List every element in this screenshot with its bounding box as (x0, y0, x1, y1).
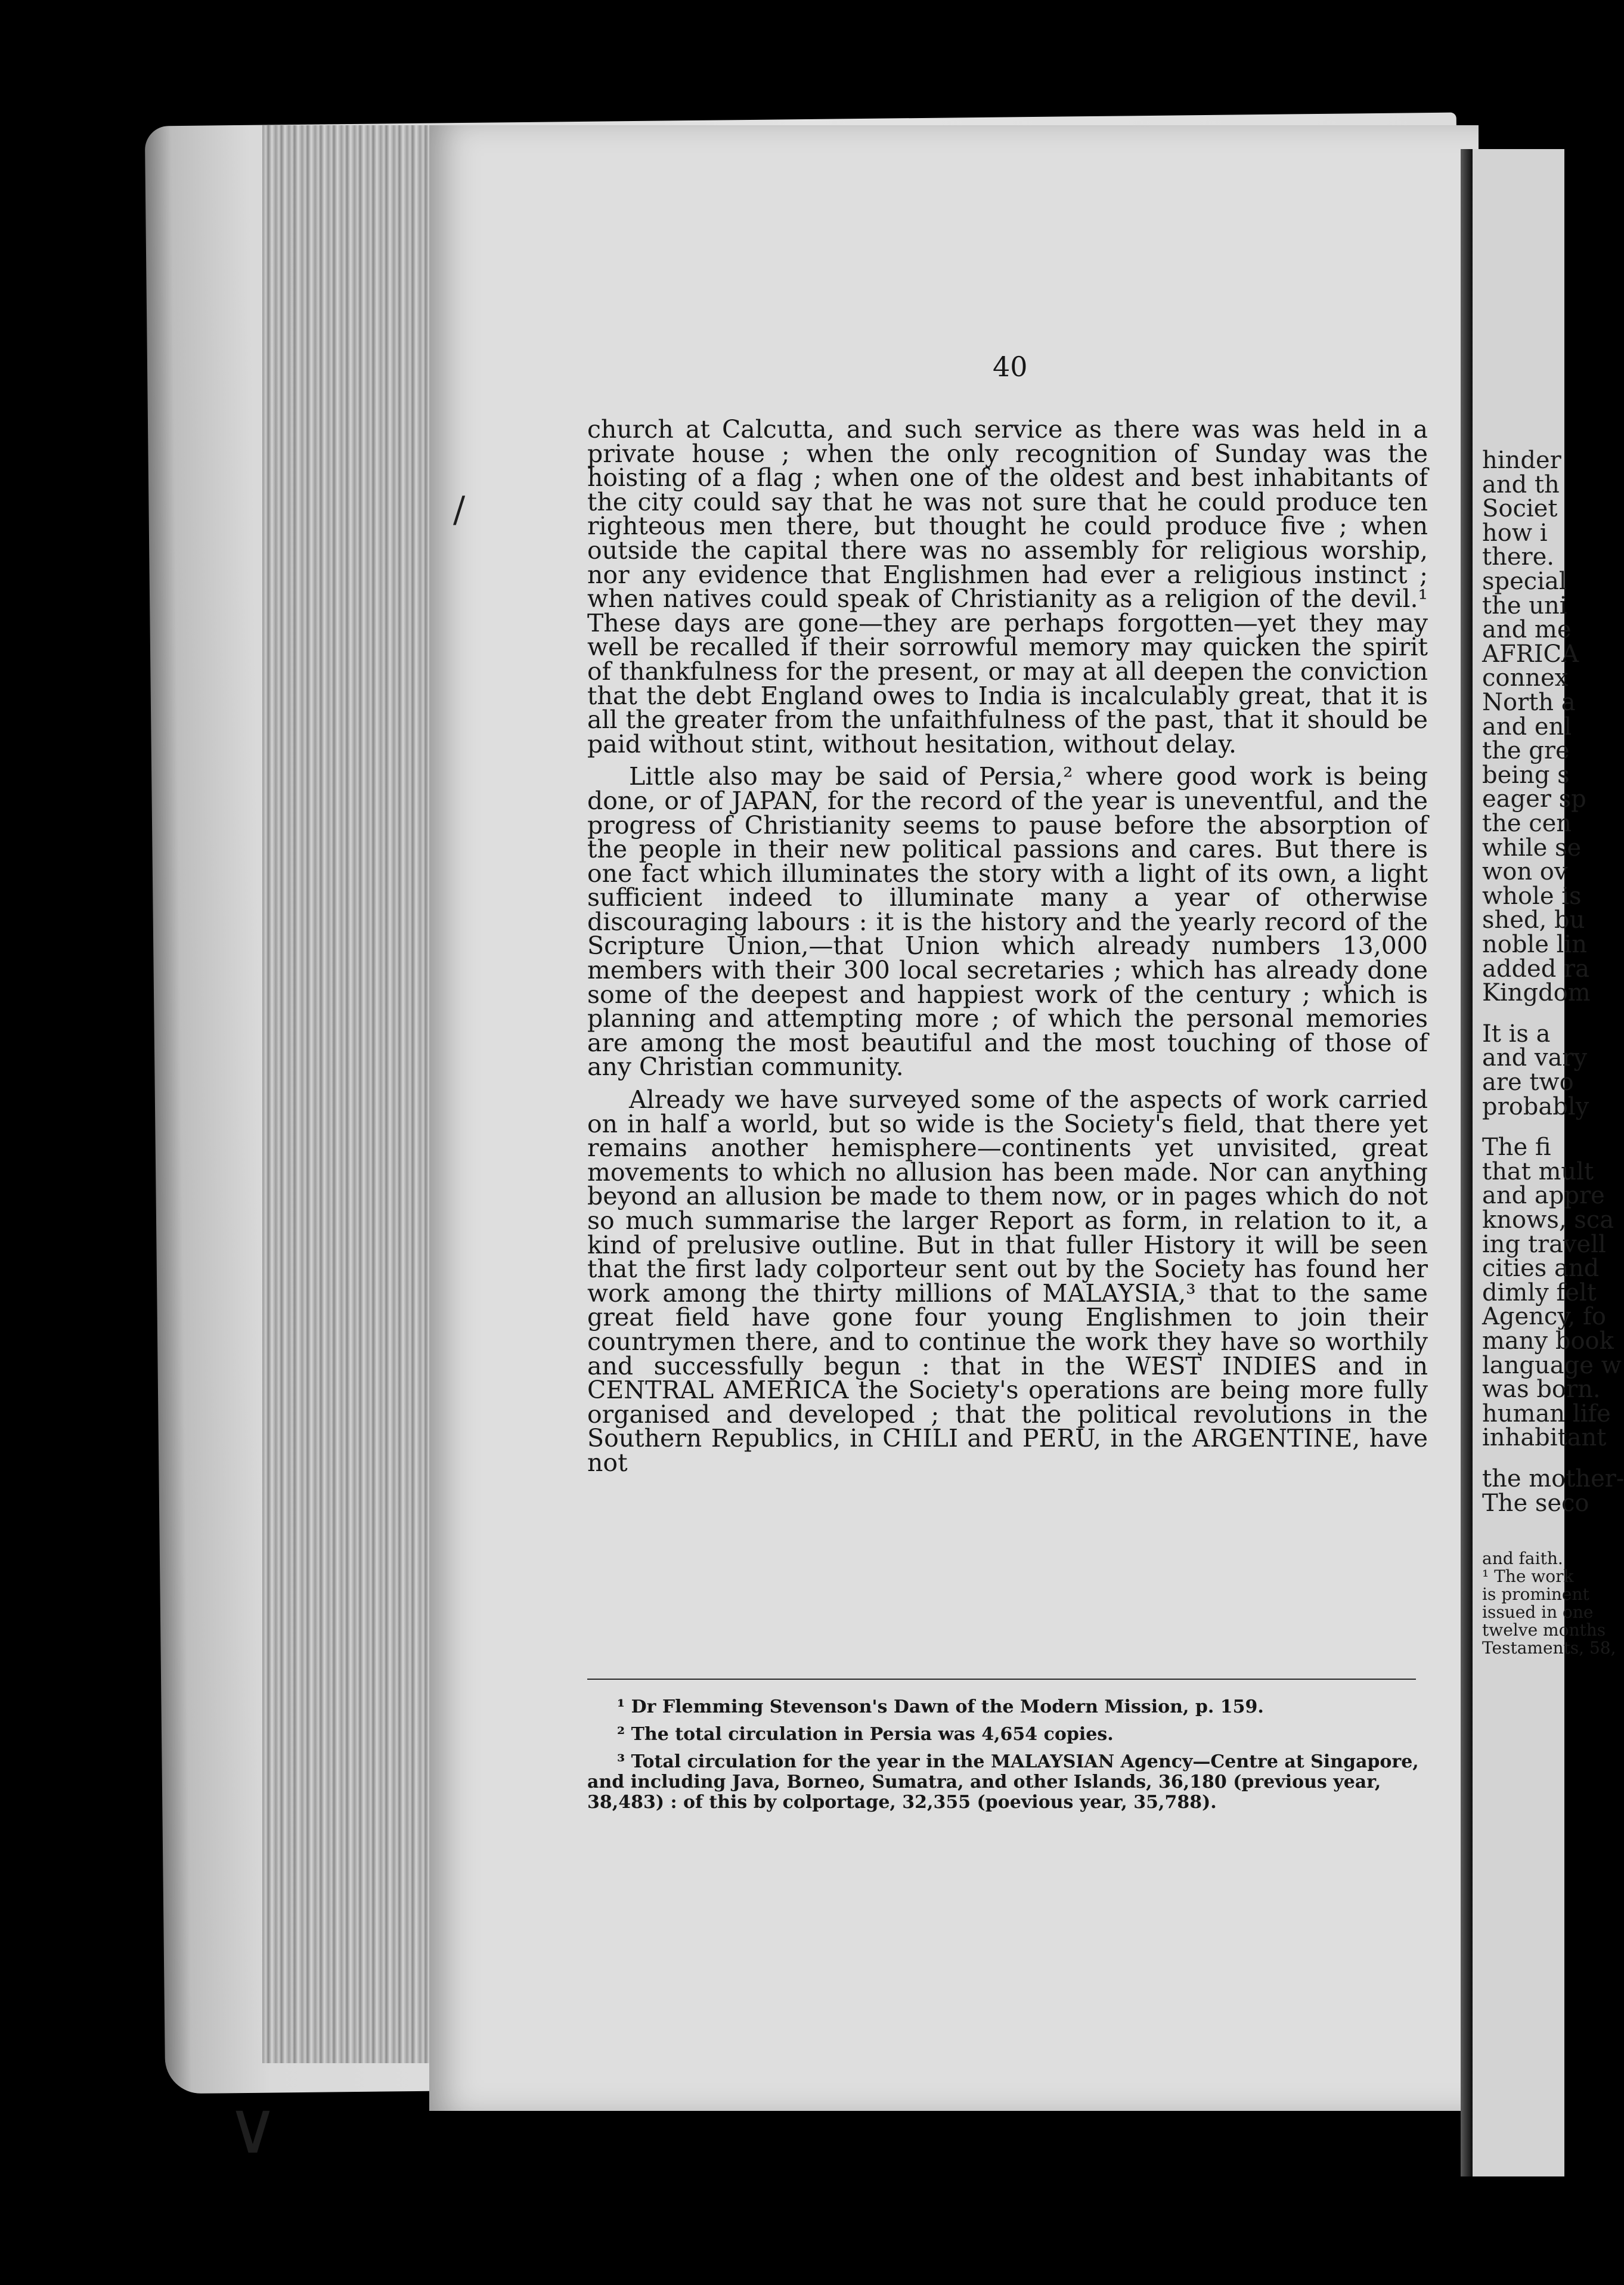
pencil-mark: ∨ (227, 2087, 279, 2170)
right-page-line: Testaments, 58, (1482, 1638, 1616, 1658)
footnote: ² The total circulation in Persia was 4,654 copies. (617, 1724, 1114, 1745)
footnote-rule (587, 1679, 1416, 1680)
right-page-line: whole is (1482, 882, 1582, 910)
right-page-line: and me (1482, 616, 1572, 644)
right-page-line: are two (1482, 1069, 1574, 1096)
right-page-line: Agency, fo (1482, 1303, 1606, 1331)
right-page-line: the mother- (1482, 1465, 1624, 1493)
right-page-line: how i (1482, 519, 1548, 547)
page-number: 40 (993, 351, 1028, 383)
right-page-line: The seco (1482, 1489, 1589, 1517)
body-text (587, 417, 1428, 1475)
right-page-line: while se (1482, 834, 1582, 862)
right-page-line: there. (1482, 543, 1555, 571)
right-page-line: The fi (1482, 1134, 1551, 1162)
footnote: ¹ Dr Flemming Stevenson's Dawn of the Modern Mission, p. 159. (617, 1696, 1264, 1717)
right-page-line: the cen (1482, 810, 1572, 837)
page-edges (262, 125, 441, 2063)
right-page-line: is prominent (1482, 1584, 1589, 1605)
right-page-line: eager sp (1482, 785, 1586, 813)
right-page-line: being s (1482, 761, 1570, 789)
right-page-line: Kingdom (1482, 979, 1591, 1007)
footnote: ³ Total circulation for the year in the MALAYSIAN Agency—Centre at Singapore, and including Java, Borneo, Sumatra, and other Islands, 36,180 (previous year, 38,483) : of this by colportage, 32,355 (poevious year, 35,788). (587, 1751, 1419, 1813)
right-page-line: AFRICA (1482, 640, 1579, 668)
right-page-line: was born. (1482, 1376, 1601, 1404)
right-page-line: and appre (1482, 1182, 1605, 1210)
right-page-line: and th (1482, 470, 1560, 499)
footnotes (587, 1697, 1422, 1820)
right-page-line: hinder (1482, 447, 1561, 474)
right-page-line: noble lin (1482, 931, 1587, 958)
right-page-line: dimly felt (1482, 1278, 1597, 1306)
right-page-line: won ov (1482, 858, 1568, 886)
paragraph: Little also may be said of Persia,² where good work is being done, or of JAPAN, for the record of the year is uneventful, and the progress of Christianity seems to pause before the absorption of the people in their new political passions and cares. But there is one fact which illuminates the story with a light of its own, a light sufficient indeed to illuminate many a year of otherwise discouraging labours : it is the history and the yearly record of the Scripture Union,—that Union which already numbers 13,000 members with their 300 local secretaries ; which has already done some of the deepest and happiest work of the century ; which is planning and attempting more ; of which the personal memories are among the most beautiful and the most touching of those of any Christian community. (587, 762, 1428, 1082)
right-page-line: added ra (1482, 955, 1590, 983)
paragraph: Already we have surveyed some of the aspects of work carried on in half a world, but so wide is the Society's field, that there yet remains another hemisphere—continents yet unvisited, great movements to which no allusion has been made. Nor can anything beyond an allusion be made to them now, or in pages which do not so much summarise the larger Report as form, in relation to it, a kind of prelusive outline. But in that fuller History it will be seen that the first lady colporteur sent out by the Society has found her work among the thirty millions of MALAYSIA,³ that to the same great field have gone four young Englishmen to join their countrymen there, and to continue the work they have so worthily and successfully begun : that in the WEST INDIES and in CENTRAL AMERICA the Society's operations are being more fully organised and developed ; that the political revolutions in the Southern Republics, in CHILI and PERU, in the ARGENTINE, have not (587, 1085, 1428, 1477)
right-page-line: shed, bu (1482, 906, 1585, 934)
right-page-line: knows, sca (1482, 1206, 1614, 1234)
right-page-line: connex (1482, 664, 1569, 692)
right-page-line: It is a (1482, 1020, 1551, 1048)
right-page-line: probably (1482, 1092, 1589, 1120)
right-page-line: and vary (1482, 1044, 1588, 1072)
right-page-line: language w (1482, 1351, 1622, 1379)
right-page-line: human life (1482, 1400, 1611, 1428)
right-page-line: ¹ The work (1482, 1566, 1574, 1587)
pencil-mark: / (453, 489, 466, 531)
right-page-line: ing travell (1482, 1230, 1606, 1258)
right-page-line: and faith. (1482, 1549, 1563, 1569)
right-page-line: many book (1482, 1327, 1614, 1355)
right-page-line: that mult (1482, 1157, 1594, 1185)
right-page-line: the uni (1482, 592, 1567, 620)
paragraph: church at Calcutta, and such service as there was was held in a private house ; when the only recognition of Sunday was the hoisting of a flag ; when one of the oldest and best inhabitants of the city could say that he was not sure that he could produce ten righteous men there, but thought he could produce five ; when outside the capital there was no assembly for religious worship, nor any evidence that Englishmen had ever a religious instinct ; when natives could speak of Christianity as a religion of the devil.¹ These days are gone—they are perhaps forgotten—yet they may well be recalled if their sorrowful memory may quicken the spirit of thankfulness for the present, or may at all deepen the conviction that the debt England owes to India is incalculably great, that it is all the greater from the unfaithfulness of the past, that it should be paid without stint, without hesitation, without delay. (587, 415, 1428, 758)
right-page-line: inhabitant (1482, 1424, 1607, 1452)
right-page-line: and enl (1482, 713, 1572, 741)
right-page-line: special (1482, 568, 1567, 595)
right-page-line: cities and (1482, 1255, 1600, 1283)
right-page-line: twelve months (1482, 1620, 1606, 1640)
right-page-fragment (1473, 149, 1624, 2176)
right-page-line: the gre (1482, 737, 1570, 765)
right-page-line: North a (1482, 689, 1576, 716)
right-page-line: issued in one (1482, 1602, 1594, 1623)
right-page-line: Societ (1482, 495, 1558, 523)
